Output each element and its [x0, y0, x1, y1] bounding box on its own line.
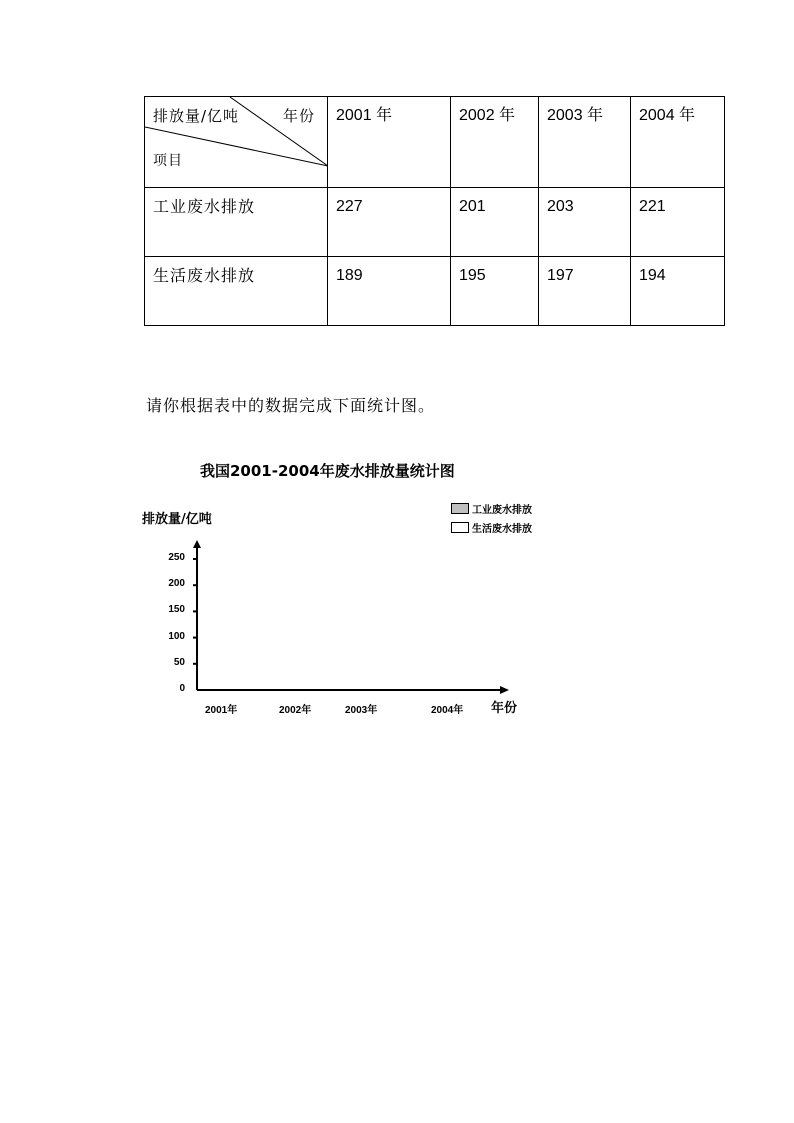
value-cell: 221	[631, 188, 725, 257]
y-tick-label: 150	[168, 604, 185, 616]
header-measure-label: 排放量/亿吨	[153, 107, 240, 125]
x-tick-label: 2003年	[345, 705, 378, 716]
y-axis-arrow	[193, 540, 201, 548]
value-cell: 189	[328, 257, 451, 326]
value-cell: 227	[328, 188, 451, 257]
y-tick-label: 100	[168, 630, 185, 642]
value-cell: 197	[539, 257, 631, 326]
value-cell: 201	[451, 188, 539, 257]
header-year-label: 年份	[283, 107, 316, 125]
legend-label: 生活废水排放	[472, 524, 532, 535]
x-axis-arrow	[500, 686, 509, 694]
value-cell: 203	[539, 188, 631, 257]
x-tick-label: 2001年	[205, 705, 238, 716]
y-tick-label: 0	[179, 683, 185, 694]
year-header-cell: 2001 年	[328, 97, 451, 188]
legend-label: 工业废水排放	[472, 505, 532, 516]
year-header-cell: 2002 年	[451, 97, 539, 188]
row-label-cell: 生活废水排放	[145, 257, 328, 326]
x-tick-label: 2002年	[279, 705, 312, 716]
y-tick-label: 200	[168, 578, 185, 590]
y-axis-label: 排放量/亿吨	[142, 512, 212, 527]
year-header-cell: 2004 年	[631, 97, 725, 188]
year-header-cell: 2003 年	[539, 97, 631, 188]
y-tick-label: 250	[168, 552, 185, 563]
y-tick-label: 50	[173, 656, 185, 668]
value-cell: 195	[451, 257, 539, 326]
header-item-label: 项目	[153, 153, 183, 169]
x-tick-label: 2004年	[431, 705, 464, 716]
instruction-text: 请你根据表中的数据完成下面统计图。	[146, 396, 436, 415]
chart-title: 我国2001-2004年废水排放量统计图	[200, 462, 455, 480]
x-axis-label: 年份	[491, 701, 518, 716]
row-label-cell: 工业废水排放	[145, 188, 328, 257]
value-cell: 194	[631, 257, 725, 326]
